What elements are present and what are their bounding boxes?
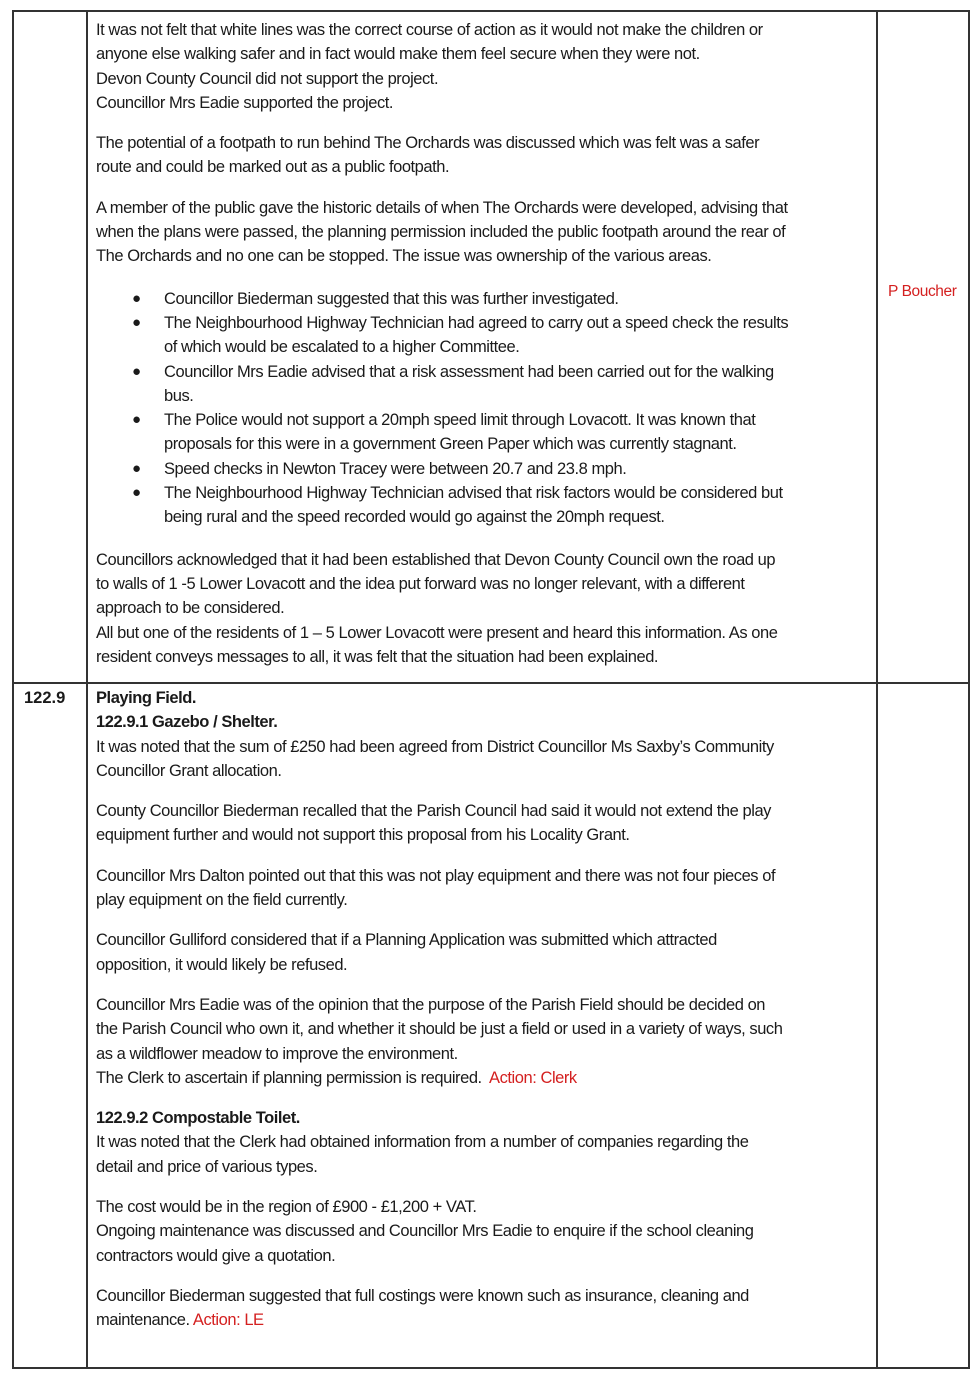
row1-bullet-list — [96, 287, 878, 530]
row2-paragraph-7: The cost would be in the region of £900 - £1,200 + VAT. Ongoing maintenance was discussed and Councillor Mrs Eadie to enquire if the school cleaning contractors would give a quotation. — [96, 1198, 754, 1265]
row2-paragraph-2: County Councillor Biederman recalled that the Parish Council had said it would not extend the play equipment further and would not support this proposal from his Locality Grant. — [96, 802, 771, 845]
row1-paragraph-2: The potential of a footpath to run behind The Orchards was discussed which was felt was a safer route and could be marked out as a public footpath. — [96, 134, 760, 177]
subsection-heading: 122.9.2 Compostable Toilet. — [96, 1109, 300, 1128]
bullet-item: ● The Neighbourhood Highway Technician had agreed to carry out a speed check the results of which would be escalated to a higher Committee. — [132, 313, 789, 357]
row2-paragraph-3: Councillor Mrs Dalton pointed out that this was not play equipment and there was not four pieces of play equipment on the field currently. — [96, 866, 776, 910]
action-le: Action: LE — [192, 1311, 264, 1330]
column-divider-left — [86, 12, 88, 1367]
row1-action-cell — [882, 280, 968, 304]
row2-paragraph-1: It was noted that the sum of £250 had been agreed from District Councillor Ms Saxby’s Community Councillor Grant allocation. — [96, 737, 774, 780]
minutes-table — [12, 10, 970, 1369]
section-heading: Playing Field. — [96, 689, 197, 707]
subsection-heading: 122.9.1 Gazebo / Shelter. — [96, 713, 278, 732]
bullet-item: ● The Neighbourhood Highway Technician advised that risk factors would be considered but being rural and the speed recorded would go against the 20mph request. — [132, 484, 783, 527]
row2-paragraph-8: Councillor Biederman suggested that full costings were known such as insurance, cleaning and maintenance. Action: LE — [96, 1286, 749, 1330]
action-clerk: Action: Clerk — [489, 1068, 577, 1087]
row2-number-cell — [14, 686, 86, 710]
bullet-item: ● The Police would not support a 20mph speed limit through Lovacott. It was known that proposals for this were in a government Green Paper which was currently stagnant. — [132, 411, 756, 454]
bullet-item: ● Speed checks in Newton Tracey were between 20.7 and 23.8 mph. — [132, 459, 627, 478]
bullet-item: ● Councillor Biederman suggested that this was further investigated. — [132, 289, 619, 308]
row2-paragraph-6: It was noted that the Clerk had obtained information from a number of companies regarding the detail and price of various types. — [96, 1133, 749, 1176]
row2-paragraph-5: Councillor Mrs Eadie was of the opinion that the purpose of the Parish Field should be decided on the Parish Council who own it, and whether it should be just a field or used in a variety of ways, such as a wildflower meadow to improve the environment. The Clerk to ascertain if planning permission is required. Action: Clerk — [96, 995, 783, 1087]
row1-paragraph-1: It was not felt that white lines was the correct course of action as it would not make the children or anyone else walking safer and in fact would make them feel secure when they were not. Devon County Council did not support the project. Councillor Mrs Eadie supported the project. — [96, 21, 763, 112]
row-divider — [14, 682, 968, 684]
action-owner: P Boucher — [888, 283, 957, 300]
row2-content — [96, 686, 878, 1333]
row1-paragraph-4: Councillors acknowledged that it had been established that Devon County Council own the road up to walls of 1 -5 Lower Lovacott and the idea put forward was no longer relevant, with a different approach to be considered. All but one of the residents of 1 – 5 Lower Lovacott were present and heard this information. As one resident conveys messages to all, it was felt that the situation had been explained. — [96, 550, 778, 666]
bullet-item: ● Councillor Mrs Eadie advised that a risk assessment had been carried out for the walking bus. — [132, 362, 774, 405]
row1-paragraph-3: A member of the public gave the historic details of when The Orchards were developed, advising that when the plans were passed, the planning permission included the public footpath around the rear of The Orchards and no one can be stopped. The issue was ownership of the various areas. — [96, 198, 788, 266]
row2-paragraph-4: Councillor Gulliford considered that if a Planning Application was submitted which attracted opposition, it would likely be refused. — [96, 931, 717, 974]
row1-content — [96, 18, 878, 669]
item-number: 122.9 — [24, 689, 66, 707]
